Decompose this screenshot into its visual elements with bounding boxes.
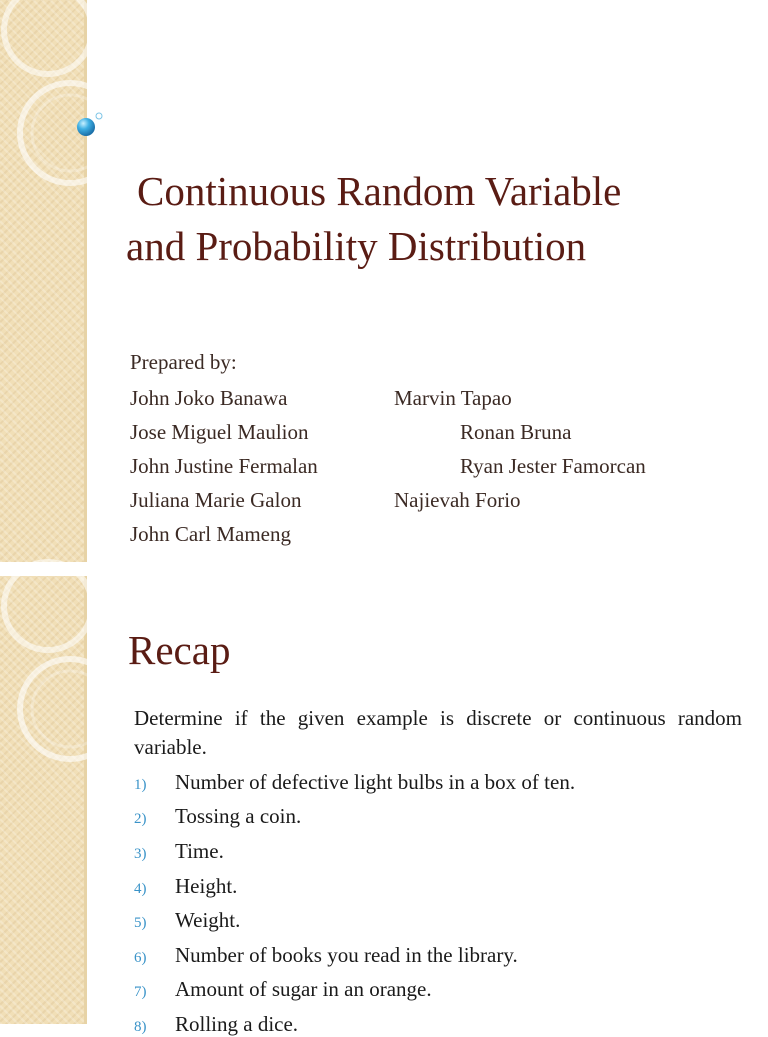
item-text: Amount of sugar in an orange.: [175, 977, 432, 1001]
item-number: 5): [134, 915, 147, 931]
list-item: [134, 1012, 298, 1037]
list-item: [134, 804, 301, 829]
item-number: 6): [134, 950, 147, 966]
list-item: [134, 770, 575, 795]
item-text: Weight.: [175, 908, 241, 932]
item-text: Rolling a dice.: [175, 1012, 299, 1036]
list-item: [134, 839, 224, 864]
item-number: 8): [134, 1019, 147, 1035]
item-text: Number of books you read in the library.: [175, 943, 518, 967]
decorative-rings: [0, 576, 130, 1024]
author-name: Marvin Tapao: [394, 386, 512, 410]
title-line-2: and Probability Distribution: [126, 223, 587, 269]
item-number: 7): [134, 984, 147, 1000]
recap-heading: Recap: [128, 627, 231, 673]
author-name: Ronan Bruna: [460, 420, 572, 444]
item-text: Time.: [175, 839, 224, 863]
item-number: 3): [134, 846, 147, 862]
slide-divider: [0, 562, 768, 576]
slide-title: [126, 164, 621, 274]
blue-orb-icon: [77, 118, 95, 136]
title-line-1: Continuous Random Variable: [137, 168, 622, 214]
item-number: 1): [134, 777, 147, 793]
author-name: Najievah Forio: [394, 488, 521, 512]
recap-slide: [0, 576, 768, 1036]
item-number: 4): [134, 881, 147, 897]
list-item: [134, 874, 237, 899]
decorative-rings: [0, 0, 130, 562]
list-item: [134, 943, 518, 968]
author-name: John Joko Banawa: [130, 386, 288, 410]
item-text: Tossing a coin.: [175, 804, 302, 828]
list-item: [134, 908, 240, 933]
recap-instructions: Determine if the given example is discrete or continuous random variable.: [134, 706, 742, 759]
item-number: 2): [134, 811, 147, 827]
item-text: Number of defective light bulbs in a box of ten.: [175, 770, 576, 794]
list-item: [134, 977, 432, 1002]
author-name: Jose Miguel Maulion: [130, 420, 309, 444]
prepared-by-label: Prepared by:: [130, 350, 237, 374]
author-name: Ryan Jester Famorcan: [460, 454, 646, 478]
item-text: Height.: [175, 874, 238, 898]
author-name: John Carl Mameng: [130, 522, 291, 546]
small-ring-icon: [96, 113, 102, 119]
author-name: Juliana Marie Galon: [130, 488, 302, 512]
author-name: John Justine Fermalan: [130, 454, 318, 478]
